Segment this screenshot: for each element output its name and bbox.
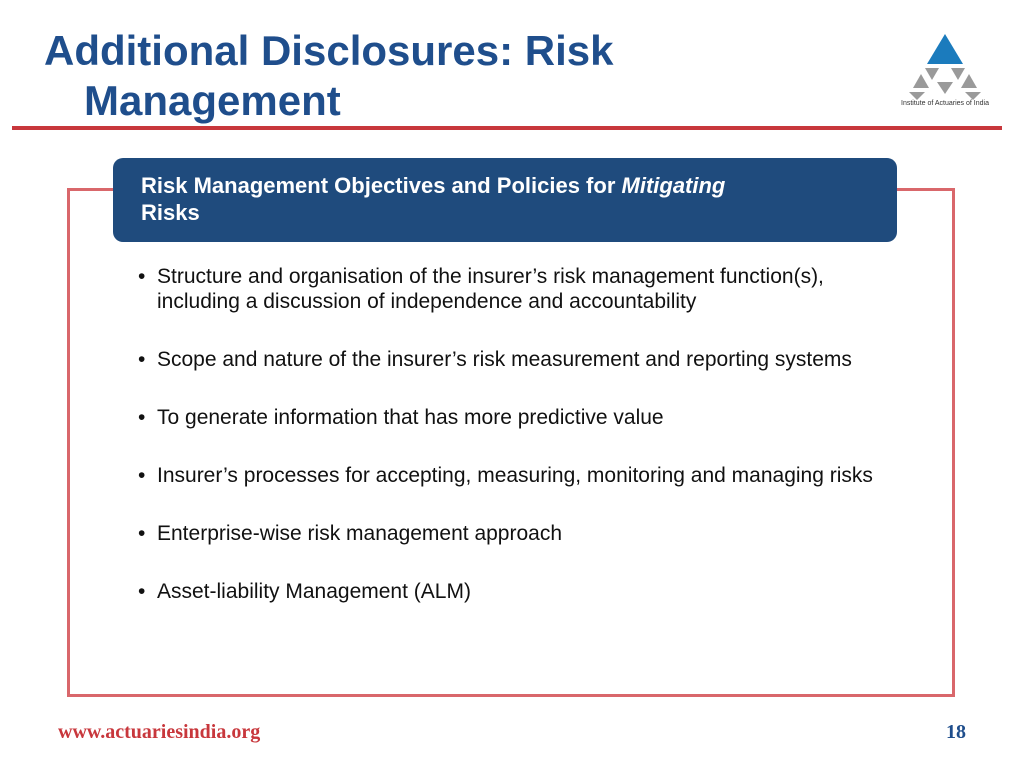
section-header-text-2: Risks bbox=[141, 200, 200, 225]
logo-caption: Institute of Actuaries of India bbox=[901, 100, 989, 107]
section-header bbox=[113, 158, 897, 242]
list-item bbox=[138, 579, 898, 604]
list-item bbox=[138, 347, 898, 372]
list-item-text: Enterprise-wise risk management approach bbox=[157, 522, 563, 545]
bullet-list bbox=[138, 264, 898, 604]
bullet-icon: • bbox=[138, 580, 146, 603]
bullet-icon: • bbox=[138, 522, 146, 545]
bullet-icon: • bbox=[138, 464, 146, 487]
title-underline bbox=[12, 126, 1002, 130]
list-item-text: Scope and nature of the insurer’s risk measurement and reporting systems bbox=[157, 348, 852, 371]
section-header-italic: Mitigating bbox=[621, 173, 726, 198]
section-header-text: Risk Management Objectives and Policies for bbox=[141, 173, 622, 198]
bullet-icon: • bbox=[138, 406, 146, 429]
list-item-text: Asset-liability Management (ALM) bbox=[157, 580, 471, 603]
bullet-icon: • bbox=[138, 265, 146, 288]
slide-title bbox=[44, 26, 613, 126]
list-item bbox=[138, 463, 898, 488]
bullet-icon: • bbox=[138, 348, 146, 371]
slide-title-line-1: Additional Disclosures: Risk bbox=[44, 27, 614, 74]
list-item bbox=[138, 521, 898, 546]
footer-website-link[interactable]: www.actuariesindia.org bbox=[58, 721, 261, 743]
list-item-text: To generate information that has more predictive value bbox=[157, 406, 664, 429]
list-item bbox=[138, 405, 898, 430]
list-item-text: Structure and organisation of the insurer’s risk management function(s), including a discussion of independence and accountability bbox=[157, 265, 824, 313]
page-number: 18 bbox=[946, 721, 966, 743]
slide-title-line-2: Management bbox=[84, 77, 341, 124]
list-item bbox=[138, 264, 898, 314]
list-item-text: Insurer’s processes for accepting, measuring, monitoring and managing risks bbox=[157, 464, 873, 487]
